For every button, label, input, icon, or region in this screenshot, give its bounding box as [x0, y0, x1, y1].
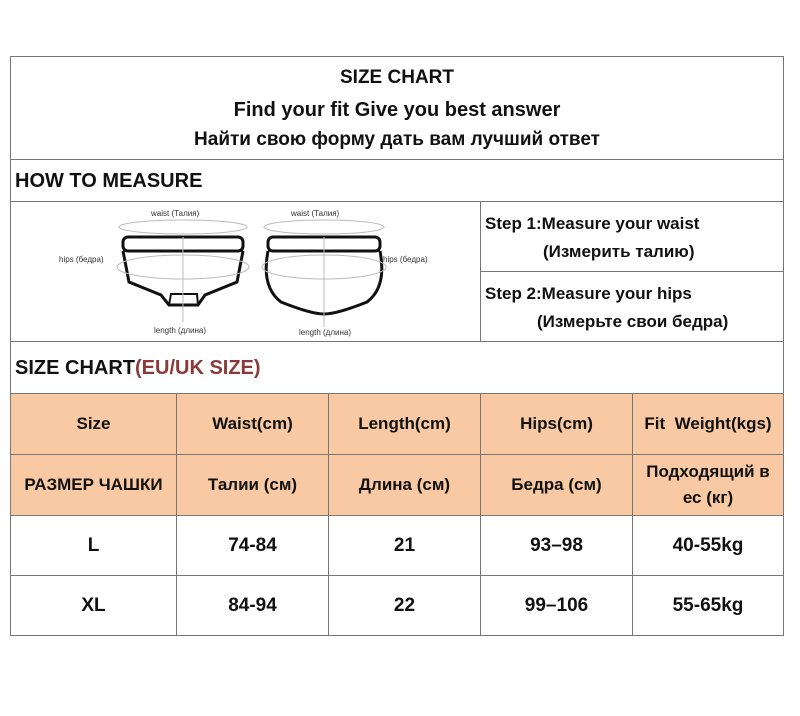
measurement-diagram: [11, 202, 481, 342]
brief-illustration-2: [262, 220, 386, 327]
step-2-text: Step 2:Measure your hips: [485, 284, 692, 303]
step-1-text: Step 1:Measure your waist: [485, 214, 700, 233]
header-length: Length(cm): [329, 394, 481, 455]
header-hips: Hips(cm): [481, 394, 633, 455]
row-l-size: L: [11, 516, 177, 576]
header-hips-ru: Бедра (см): [481, 455, 633, 516]
size-chart-sheet: [10, 56, 784, 636]
length-label-1: length (длина): [154, 326, 207, 335]
row-l-waist: 74-84: [177, 516, 329, 576]
header-length-ru: Длина (см): [329, 455, 481, 516]
header-waist-ru: Талии (см): [177, 455, 329, 516]
brief-illustration-1: [117, 220, 249, 322]
hips-label-2: hips (бедра): [383, 255, 428, 264]
step-2: [481, 272, 783, 342]
header-size-ru: РАЗМЕР ЧАШКИ: [11, 455, 177, 516]
underwear-diagram-svg: [11, 202, 480, 341]
row-xl-length: 22: [329, 576, 481, 635]
header-size: Size: [11, 394, 177, 455]
hips-label-1: hips (бедра): [59, 255, 104, 264]
length-label-2: length (длина): [299, 328, 352, 337]
step-1-text-ru: (Измерить талию): [543, 242, 695, 261]
chart-subtitle-en: Find your fit Give you best answer: [233, 99, 561, 121]
how-to-measure-title: HOW TO MEASURE: [11, 160, 783, 202]
row-xl-hips: 99–106: [481, 576, 633, 635]
row-xl-weight: 55-65kg: [633, 576, 783, 635]
row-l-length: 21: [329, 516, 481, 576]
row-l-weight: 40-55kg: [633, 516, 783, 576]
header-weight: Fit Weight(kgs): [633, 394, 783, 455]
waist-label-1: waist (Талия): [151, 209, 200, 218]
header-weight-ru: Подходящий в ес (кг): [633, 455, 783, 516]
step-2-text-ru: (Измерьте свои бедра): [537, 312, 729, 331]
row-l-hips: 93–98: [481, 516, 633, 576]
row-xl-size: XL: [11, 576, 177, 635]
size-chart-title-main: SIZE CHART: [15, 357, 135, 379]
chart-title: SIZE CHART: [340, 67, 454, 88]
chart-subtitle-ru: Найти свою форму дать вам лучший ответ: [194, 129, 600, 150]
header-waist: Waist(cm): [177, 394, 329, 455]
size-chart-title-suffix: (EU/UK SIZE): [135, 357, 261, 379]
waist-label-2: waist (Талия): [291, 209, 340, 218]
step-1: [481, 202, 783, 272]
row-xl-waist: 84-94: [177, 576, 329, 635]
chart-header: [11, 57, 783, 160]
size-chart-title: [11, 342, 783, 394]
